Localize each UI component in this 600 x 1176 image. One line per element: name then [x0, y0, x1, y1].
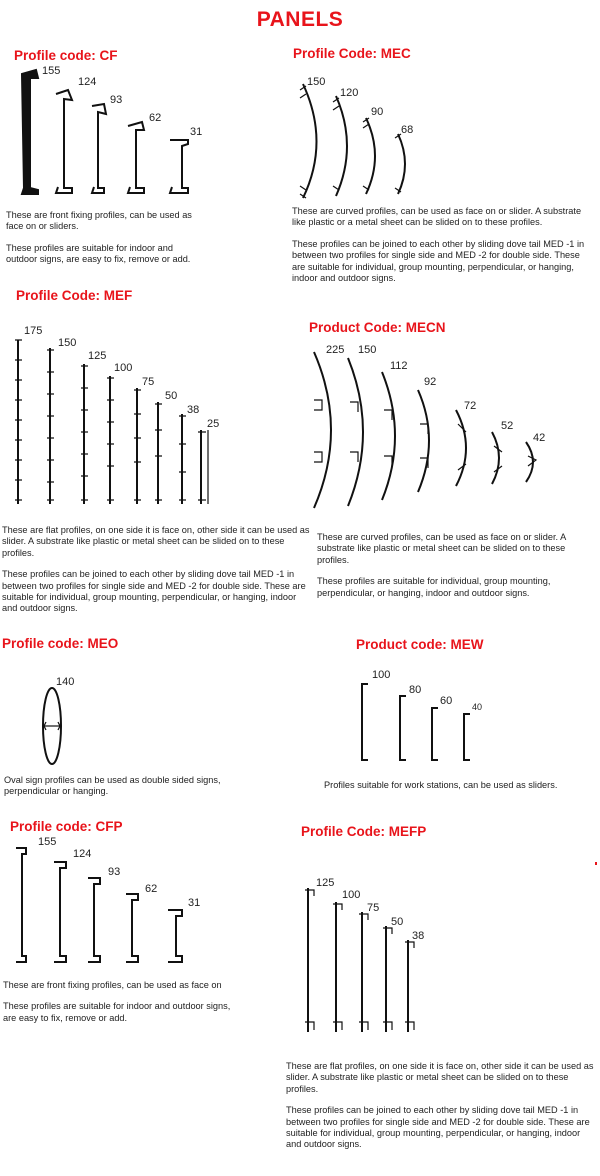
mefp-heading: Profile Code: MEFP — [301, 824, 427, 839]
mecn-size-label: 92 — [424, 376, 437, 388]
mec-desc-line: These profiles can be joined to each other by sliding dove tail MED -1 in between two profiles for single side and MED -2 for double side. These are suitable for individual, group mounting, perpendicular, or hanging, indoor and outdoor signs. — [292, 238, 585, 284]
mec-size-label: 90 — [371, 106, 384, 118]
cfp-desc-line: These are front fixing profiles, can be used as face on — [3, 980, 222, 990]
mef-size-label: 175 — [24, 325, 43, 337]
mef-size-label: 125 — [88, 350, 107, 362]
page-title: PANELS — [256, 8, 344, 31]
cfp-heading: Profile code: CFP — [10, 819, 123, 834]
mec-size-label: 120 — [340, 87, 359, 99]
cf-size-label: 31 — [190, 126, 203, 138]
mecn-size-label: 150 — [358, 344, 377, 356]
mef-desc-line: These profiles can be joined to each other by sliding dove tail MED -1 in between two profiles for single side and MED -2 for double side. These are suitable for individual, group mounting, perpendicular, or hanging, indoor and outdoor signs. — [2, 569, 306, 614]
cfp-size-label: 93 — [108, 866, 121, 878]
mew-size-label: 40 — [472, 702, 483, 712]
mecn-desc-line: These profiles are suitable for individual, group mounting, perpendicular, or hanging, indoor and outdoor signs. — [317, 576, 551, 598]
cf-size-label: 62 — [149, 112, 162, 124]
mef-desc-line: These are flat profiles, on one side it is face on, other side it can be used as slider. A substrate like plastic or metal sheet can be slided on to these profiles. — [2, 525, 310, 558]
mew-size-label: 100 — [372, 669, 391, 681]
mef-size-label: 38 — [187, 404, 200, 416]
mefp-desc-line: These are flat profiles, on one side it is face on, other side it can be used as slider. A substrate like plastic or metal sheet can be slided on to these profiles. — [286, 1061, 594, 1094]
cf-heading: Profile code: CF — [14, 48, 118, 63]
mec-desc-line: These are curved profiles, can be used as face on or slider. A substrate like plastic or a metal sheet can be slided on to these profiles. — [292, 206, 582, 228]
mew-size-label: 60 — [440, 695, 453, 707]
mecn-desc-line: These are curved profiles, can be used as face on or slider. A substrate like plastic or metal sheet can be slided on to these profiles. — [317, 532, 566, 565]
mecn-size-label: 112 — [390, 360, 408, 372]
meo-desc-line: Oval sign profiles can be used as double sided signs, perpendicular or hanging. — [4, 775, 221, 797]
mef-size-label: 150 — [58, 337, 77, 349]
mefp-size-label: 100 — [342, 889, 361, 901]
mecn-size-label: 72 — [464, 400, 477, 412]
mefp-size-label: 125 — [316, 877, 335, 889]
cfp-size-label: 155 — [38, 836, 57, 848]
mef-heading: Profile Code: MEF — [16, 288, 133, 303]
cfp-desc-line: These profiles are suitable for indoor and outdoor signs, are easy to fix, remove or add. — [3, 1001, 231, 1023]
mefp-size-label: 38 — [412, 930, 425, 942]
mef-size-label: 50 — [165, 390, 178, 402]
cfp-size-label: 124 — [73, 848, 92, 860]
cf-desc-line: These are front fixing profiles, can be used as face on or sliders. — [6, 210, 192, 232]
mecn-size-label: 52 — [501, 420, 514, 432]
mefp-size-label: 75 — [367, 902, 380, 914]
mecn-size-label: 225 — [326, 344, 345, 356]
cf-size-label: 124 — [78, 76, 97, 88]
meo-heading: Profile code: MEO — [2, 636, 119, 651]
mef-size-label: 25 — [207, 418, 220, 430]
mef-size-label: 100 — [114, 362, 133, 374]
cf-size-label: 93 — [110, 94, 123, 106]
mefp-description — [286, 1061, 596, 1161]
cfp-size-label: 31 — [188, 897, 201, 909]
mew-desc-line: Profiles suitable for work stations, can be used as sliders. — [324, 780, 558, 790]
mefp-size-label: 50 — [391, 916, 404, 928]
decorative-mark — [595, 862, 597, 865]
mec-size-label: 68 — [401, 124, 414, 136]
cf-desc-line: These profiles are suitable for indoor and outdoor signs, are easy to fix, remove or add. — [6, 242, 191, 265]
mew-heading: Product code: MEW — [356, 637, 484, 652]
mec-size-label: 150 — [307, 76, 326, 88]
mecn-heading: Product Code: MECN — [309, 320, 446, 335]
mef-size-label: 75 — [142, 376, 155, 388]
meo-size-label: 140 — [56, 676, 75, 688]
mefp-desc-line: These profiles can be joined to each other by sliding dove tail MED -1 in between two profiles for single side and MED -2 for double side. These are suitable for individual, group mounting, perpendicular, or hanging, indoor and outdoor signs. — [286, 1105, 590, 1150]
mec-heading: Profile Code: MEC — [293, 46, 411, 61]
mecn-size-label: 42 — [533, 432, 546, 444]
cf-size-label: 155 — [42, 65, 61, 77]
cfp-size-label: 62 — [145, 883, 158, 895]
mew-size-label: 80 — [409, 684, 422, 696]
